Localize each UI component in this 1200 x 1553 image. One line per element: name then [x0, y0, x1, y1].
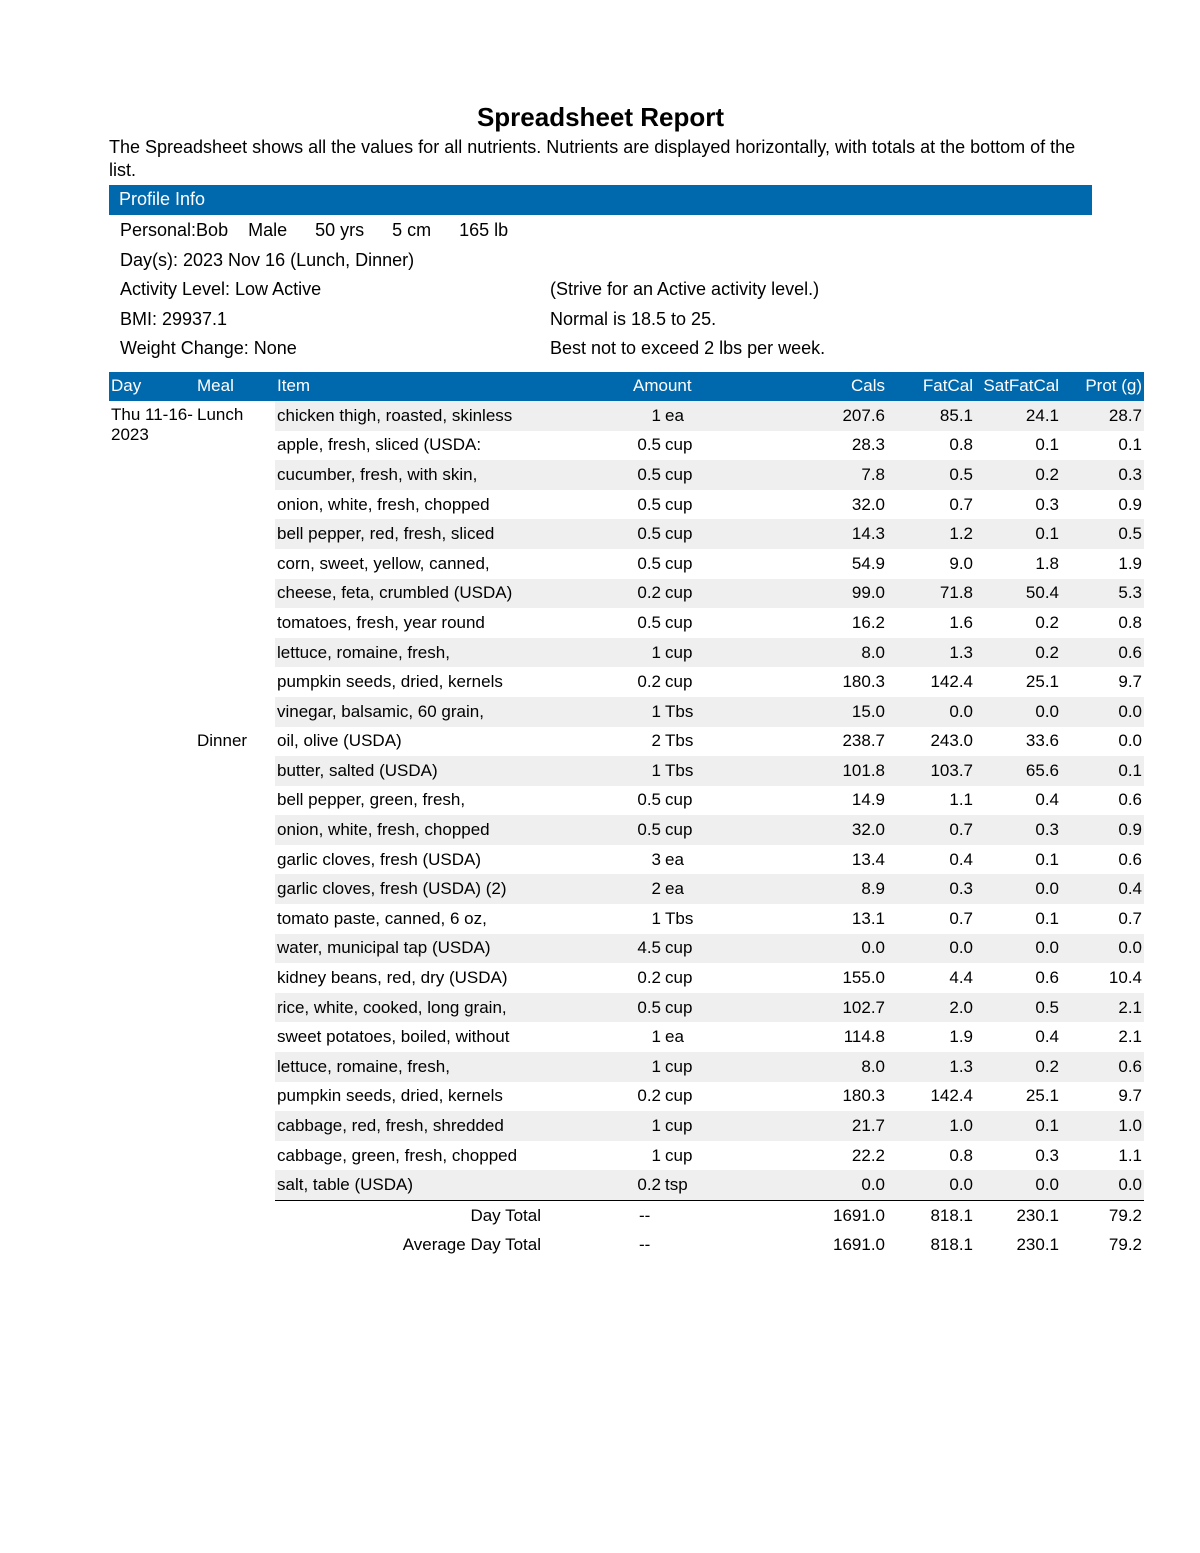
personal-label: Personal: [120, 220, 197, 240]
col-header-amount: Amount [603, 372, 739, 401]
protein-cell: 0.6 [1118, 849, 1142, 869]
fatcal-cell: 1.3 [887, 1052, 975, 1082]
item-cell: cheese, feta, crumbled (USDA) [275, 579, 603, 609]
item-cell: apple, fresh, sliced (USDA: [277, 435, 482, 455]
cals-cell: 102.7 [739, 993, 887, 1023]
item-cell: onion, white, fresh, chopped [275, 815, 603, 845]
item-cell: lettuce, romaine, fresh, [275, 1052, 603, 1082]
cals-cell: 28.3 [851, 435, 885, 455]
protein-cell: 0.0 [1061, 934, 1144, 964]
satfatcal-cell: 1.8 [1035, 553, 1059, 573]
unit-cell: ea [665, 1027, 684, 1047]
protein-cell: 9.7 [1118, 1086, 1142, 1106]
amount-cell: 0.5 [637, 553, 661, 573]
col-header-satfatcal: SatFatCal [975, 372, 1061, 401]
cals-cell: 14.3 [739, 519, 887, 549]
item-cell: chicken thigh, roasted, skinless [275, 401, 603, 431]
satfatcal-cell: 0.2 [975, 460, 1061, 490]
unit-cell: cup [665, 553, 693, 573]
unit-cell: ea [663, 401, 739, 431]
col-header-cals: Cals [739, 372, 887, 401]
item-cell: water, municipal tap (USDA) [275, 934, 603, 964]
satfatcal-cell: 0.0 [975, 1170, 1061, 1200]
fatcal-cell: 142.4 [930, 1086, 973, 1106]
cals-cell: 155.0 [842, 968, 885, 988]
total-protein: 79.2 [1061, 1201, 1144, 1231]
amount-cell: 1 [603, 697, 663, 727]
item-cell: pumpkin seeds, dried, kernels [277, 1086, 503, 1106]
profile-personal-row [109, 215, 1092, 245]
cals-cell: 180.3 [842, 672, 885, 692]
fatcal-cell: 9.0 [949, 553, 973, 573]
fatcal-cell: 0.7 [949, 494, 973, 514]
satfatcal-cell: 0.3 [975, 815, 1061, 845]
protein-cell: 0.5 [1061, 519, 1144, 549]
fatcal-cell: 1.6 [949, 612, 973, 632]
day-cell: Thu 11-16-2023 [111, 404, 193, 444]
fatcal-cell: 0.4 [949, 849, 973, 869]
amount-cell: 0.5 [603, 815, 663, 845]
profile-bmi: BMI: 29937.1 [120, 308, 228, 329]
amount-cell: 0.2 [637, 1086, 661, 1106]
protein-cell: 0.0 [1061, 697, 1144, 727]
unit-cell: cup [665, 672, 693, 692]
item-cell: cabbage, green, fresh, chopped [277, 1145, 518, 1165]
satfatcal-cell: 33.6 [1025, 731, 1059, 751]
profile-name: Bob [196, 220, 229, 240]
unit-cell: cup [663, 638, 739, 668]
item-cell: pumpkin seeds, dried, kernels [277, 672, 503, 692]
satfatcal-cell: 0.2 [975, 1052, 1061, 1082]
protein-cell: 28.7 [1061, 401, 1144, 431]
total-fatcal: 818.1 [887, 1201, 975, 1231]
unit-cell: Tbs [663, 756, 739, 786]
amount-cell: 0.5 [603, 519, 663, 549]
satfatcal-cell: 0.6 [1035, 968, 1059, 988]
fatcal-cell: 1.2 [887, 519, 975, 549]
item-cell: garlic cloves, fresh (USDA) [277, 849, 482, 869]
satfatcal-cell: 24.1 [975, 401, 1061, 431]
protein-cell: 2.1 [1061, 993, 1144, 1023]
table-row [109, 401, 1144, 431]
unit-cell: cup [663, 1111, 739, 1141]
satfatcal-cell: 0.3 [1035, 1145, 1059, 1165]
fatcal-cell: 0.7 [949, 908, 973, 928]
protein-cell: 5.3 [1061, 579, 1144, 609]
unit-cell: cup [663, 460, 739, 490]
table-row [109, 727, 1144, 757]
profile-weight-change: Weight Change: None [120, 338, 297, 359]
unit-cell: Tbs [663, 697, 739, 727]
protein-cell: 0.6 [1061, 1052, 1144, 1082]
amount-cell: 0.2 [637, 968, 661, 988]
unit-cell: cup [663, 519, 739, 549]
protein-cell: 1.0 [1061, 1111, 1144, 1141]
cals-cell: 8.0 [739, 1052, 887, 1082]
item-cell: rice, white, cooked, long grain, [275, 993, 603, 1023]
meal-cell: Lunch [197, 404, 244, 424]
cals-cell: 0.0 [739, 1170, 887, 1200]
table-body [109, 401, 1144, 1259]
amount-cell: 0.5 [637, 494, 661, 514]
satfatcal-cell: 0.2 [975, 638, 1061, 668]
satfatcal-cell: 0.0 [975, 874, 1061, 904]
profile-weight-change-note: Best not to exceed 2 lbs per week. [550, 338, 826, 359]
cals-cell: 99.0 [739, 579, 887, 609]
fatcal-cell: 0.8 [949, 435, 973, 455]
profile-weight-change-row [109, 333, 1092, 363]
item-cell: cabbage, red, fresh, shredded [275, 1111, 603, 1141]
unit-cell: cup [663, 934, 739, 964]
amount-cell: 1 [651, 1027, 661, 1047]
amount-cell: 1 [603, 638, 663, 668]
amount-cell: 0.5 [637, 612, 661, 632]
cals-cell: 180.3 [842, 1086, 885, 1106]
col-header-protein: Prot (g) [1061, 372, 1144, 401]
satfatcal-cell: 0.0 [975, 697, 1061, 727]
col-header-day: Day [109, 372, 195, 401]
amount-cell: 0.2 [603, 579, 663, 609]
satfatcal-cell: 25.1 [1025, 1086, 1059, 1106]
total-cals: 1691.0 [833, 1234, 885, 1254]
protein-cell: 0.7 [1118, 908, 1142, 928]
total-label: Day Total [275, 1201, 603, 1231]
fatcal-cell: 0.0 [887, 934, 975, 964]
item-cell: lettuce, romaine, fresh, [275, 638, 603, 668]
cals-cell: 54.9 [851, 553, 885, 573]
fatcal-cell: 71.8 [887, 579, 975, 609]
total-fatcal: 818.1 [930, 1234, 973, 1254]
item-cell: sweet potatoes, boiled, without [277, 1027, 510, 1047]
cals-cell: 114.8 [843, 1027, 885, 1047]
unit-cell: cup [665, 1145, 693, 1165]
amount-cell: 2 [651, 731, 661, 751]
profile-days: Day(s): 2023 Nov 16 (Lunch, Dinner) [120, 249, 415, 270]
profile-info [109, 215, 1092, 363]
fatcal-cell: 1.9 [949, 1027, 973, 1047]
unit-cell: cup [665, 494, 693, 514]
report-intro: The Spreadsheet shows all the values for all nutrients. Nutrients are displayed horizontally, with totals at the bottom of the list. [109, 137, 1076, 180]
amount-cell: 0.2 [637, 672, 661, 692]
item-cell: vinegar, balsamic, 60 grain, [275, 697, 603, 727]
protein-cell: 0.0 [1061, 1170, 1144, 1200]
unit-cell: cup [665, 612, 693, 632]
unit-cell: cup [665, 790, 693, 810]
profile-activity: Activity Level: Low Active [120, 279, 322, 300]
item-cell: tomato paste, canned, 6 oz, [277, 908, 487, 928]
amount-cell: 1 [651, 1145, 661, 1165]
satfatcal-cell: 25.1 [1025, 672, 1059, 692]
protein-cell: 0.9 [1061, 815, 1144, 845]
item-cell: kidney beans, red, dry (USDA) [277, 968, 508, 988]
cals-cell: 22.2 [851, 1145, 885, 1165]
item-cell: salt, table (USDA) [275, 1170, 603, 1200]
amount-cell: 1 [651, 908, 661, 928]
report-title: Spreadsheet Report [476, 102, 725, 132]
item-cell: onion, white, fresh, chopped [277, 494, 490, 514]
amount-cell: 1 [603, 756, 663, 786]
amount-cell: 3 [651, 849, 661, 869]
cals-cell: 13.1 [851, 908, 885, 928]
item-cell: cucumber, fresh, with skin, [275, 460, 603, 490]
amount-cell: 0.5 [637, 790, 661, 810]
cals-cell: 207.6 [739, 401, 887, 431]
satfatcal-cell: 0.1 [1035, 908, 1059, 928]
fatcal-cell: 0.0 [887, 697, 975, 727]
item-cell: garlic cloves, fresh (USDA) (2) [275, 874, 603, 904]
total-spacer [109, 1201, 275, 1231]
satfatcal-cell: 0.4 [1035, 790, 1059, 810]
unit-cell: Tbs [665, 731, 694, 751]
item-cell: tomatoes, fresh, year round [277, 612, 485, 632]
satfatcal-cell: 0.5 [975, 993, 1061, 1023]
satfatcal-cell: 0.0 [975, 934, 1061, 964]
item-cell: corn, sweet, yellow, canned, [277, 553, 490, 573]
fatcal-cell: 0.8 [949, 1145, 973, 1165]
fatcal-cell: 85.1 [887, 401, 975, 431]
total-spacer [109, 1230, 275, 1259]
profile-weight: 165 lb [459, 220, 509, 240]
profile-height: 5 cm [392, 220, 432, 240]
protein-cell: 10.4 [1108, 968, 1142, 988]
cals-cell: 238.7 [842, 731, 885, 751]
profile-bmi-note: Normal is 18.5 to 25. [550, 308, 717, 329]
col-header-meal: Meal [195, 372, 275, 401]
cals-cell: 0.0 [739, 934, 887, 964]
fatcal-cell: 2.0 [887, 993, 975, 1023]
protein-cell: 0.1 [1061, 756, 1144, 786]
profile-age: 50 yrs [315, 220, 365, 240]
protein-cell: 0.9 [1118, 494, 1142, 514]
cals-cell: 16.2 [851, 612, 885, 632]
cals-cell: 32.0 [851, 494, 885, 514]
cals-cell: 101.8 [739, 756, 887, 786]
fatcal-cell: 0.0 [887, 1170, 975, 1200]
protein-cell: 0.1 [1118, 435, 1142, 455]
fatcal-cell: 1.0 [887, 1111, 975, 1141]
nutrient-spreadsheet-table [109, 372, 1144, 1259]
unit-cell: Tbs [665, 908, 694, 928]
amount-cell: 0.5 [603, 993, 663, 1023]
cals-cell: 32.0 [739, 815, 887, 845]
satfatcal-cell: 0.1 [975, 519, 1061, 549]
unit-cell: cup [663, 993, 739, 1023]
unit-cell: ea [663, 874, 739, 904]
satfatcal-cell: 0.1 [975, 1111, 1061, 1141]
total-satfatcal: 230.1 [975, 1201, 1061, 1231]
protein-cell: 1.1 [1118, 1145, 1142, 1165]
unit-cell: cup [665, 435, 693, 455]
unit-cell: tsp [663, 1170, 739, 1200]
protein-cell: 0.8 [1118, 612, 1142, 632]
cals-cell: 14.9 [851, 790, 885, 810]
profile-bmi-row [109, 304, 1092, 334]
table-header-row [109, 372, 1144, 401]
protein-cell: 0.0 [1118, 731, 1142, 751]
cals-cell: 8.0 [739, 638, 887, 668]
satfatcal-cell: 0.2 [1035, 612, 1059, 632]
amount-cell: 0.2 [603, 1170, 663, 1200]
amount-cell: 2 [603, 874, 663, 904]
profile-sex: Male [248, 220, 288, 240]
fatcal-cell: 1.3 [887, 638, 975, 668]
item-cell: butter, salted (USDA) [275, 756, 603, 786]
total-amount: -- [603, 1201, 739, 1231]
fatcal-cell: 0.5 [887, 460, 975, 490]
day-total-row [109, 1201, 1144, 1231]
satfatcal-cell: 65.6 [975, 756, 1061, 786]
cals-cell: 21.7 [739, 1111, 887, 1141]
protein-cell: 0.3 [1061, 460, 1144, 490]
protein-cell: 1.9 [1118, 553, 1142, 573]
satfatcal-cell: 0.1 [1035, 849, 1059, 869]
profile-activity-note: (Strive for an Active activity level.) [550, 279, 820, 300]
total-satfatcal: 230.1 [1016, 1234, 1059, 1254]
item-cell: bell pepper, green, fresh, [277, 790, 466, 810]
protein-cell: 0.6 [1061, 638, 1144, 668]
unit-cell: cup [665, 1086, 693, 1106]
item-cell: bell pepper, red, fresh, sliced [275, 519, 603, 549]
item-cell: oil, olive (USDA) [277, 731, 402, 751]
total-cals: 1691.0 [739, 1201, 887, 1231]
fatcal-cell: 4.4 [949, 968, 973, 988]
protein-cell: 0.4 [1061, 874, 1144, 904]
cals-cell: 15.0 [739, 697, 887, 727]
fatcal-cell: 243.0 [930, 731, 973, 751]
unit-cell: cup [665, 968, 693, 988]
profile-days-row [109, 245, 1092, 275]
protein-cell: 0.6 [1118, 790, 1142, 810]
total-label: Average Day Total [402, 1234, 541, 1254]
total-protein: 79.2 [1108, 1234, 1142, 1254]
amount-cell: 0.5 [603, 460, 663, 490]
fatcal-cell: 0.3 [887, 874, 975, 904]
col-header-fatcal: FatCal [887, 372, 975, 401]
unit-cell: ea [665, 849, 684, 869]
amount-cell: 4.5 [603, 934, 663, 964]
unit-cell: cup [663, 1052, 739, 1082]
profile-activity-row [109, 274, 1092, 304]
fatcal-cell: 0.7 [887, 815, 975, 845]
amount-cell: 1 [603, 401, 663, 431]
report-page [109, 100, 1142, 1259]
satfatcal-cell: 0.1 [1035, 435, 1059, 455]
fatcal-cell: 1.1 [949, 790, 973, 810]
meal-cell: Dinner [197, 730, 248, 750]
protein-cell: 2.1 [1118, 1027, 1142, 1047]
cals-cell: 13.4 [851, 849, 885, 869]
col-header-item: Item [275, 372, 603, 401]
average-day-total-row [109, 1230, 1144, 1259]
satfatcal-cell: 0.4 [1035, 1027, 1059, 1047]
fatcal-cell: 142.4 [930, 672, 973, 692]
protein-cell: 9.7 [1118, 672, 1142, 692]
total-amount: -- [639, 1234, 651, 1254]
satfatcal-cell: 50.4 [975, 579, 1061, 609]
amount-cell: 1 [603, 1052, 663, 1082]
profile-info-header: Profile Info [109, 185, 1092, 215]
unit-cell: cup [663, 579, 739, 609]
amount-cell: 1 [603, 1111, 663, 1141]
satfatcal-cell: 0.3 [1035, 494, 1059, 514]
fatcal-cell: 103.7 [887, 756, 975, 786]
unit-cell: cup [663, 815, 739, 845]
cals-cell: 8.9 [739, 874, 887, 904]
cals-cell: 7.8 [739, 460, 887, 490]
amount-cell: 0.5 [637, 435, 661, 455]
